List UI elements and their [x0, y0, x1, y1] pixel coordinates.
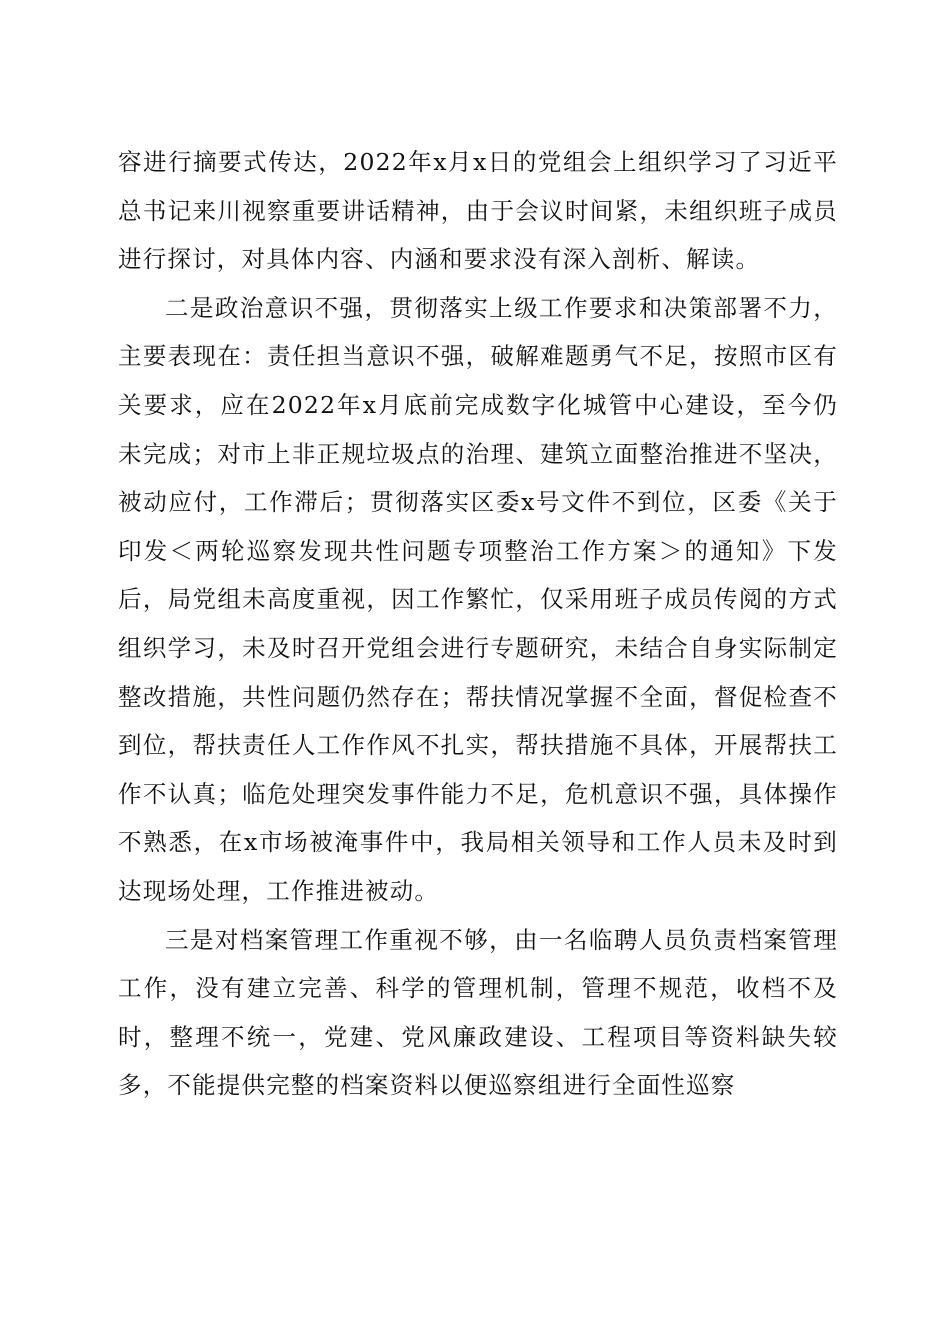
paragraph-continuation: 容进行摘要式传达，2022年x月x日的党组会上组织学习了习近平总书记来川视察重要讲话精神，由于会议时间紧，未组织班子成员进行探讨，对具体内容、内涵和要求没有深入剖析、解读。 [118, 148, 838, 274]
paragraph-point-two: 二是政治意识不强，贯彻落实上级工作要求和决策部署不力，主要表现在：责任担当意识不强，破解难题勇气不足，按照市区有关要求，应在2022年x月底前完成数字化城管中心建设，至今仍未完成；对市上非正规垃圾点的治理、建筑立面整治推进不坚决，被动应付，工作滞后；贯彻落实区委x号文件不到位，区委《关于印发＜两轮巡察发现共性问题专项整治工作方案＞的通知》下发后，局党组未高度重视，因工作繁忙，仅采用班子成员传阅的方式组织学习，未及时召开党组会进行专题研究，未结合自身实际制定整改措施，共性问题仍然存在；帮扶情况掌握不全面，督促检查不到位，帮扶责任人工作作风不扎实，帮扶措施不具体，开展帮扶工作不认真；临危处理突发事件能力不足，危机意识不强，具体操作不熟悉，在x市场被淹事件中，我局相关领导和工作人员未及时到达现场处理，工作推进被动。 [118, 293, 838, 905]
paragraph-point-three: 三是对档案管理工作重视不够，由一名临聘人员负责档案管理工作，没有建立完善、科学的管理机制，管理不规范，收档不及时，整理不统一，党建、党风廉政建设、工程项目等资料缺失较多，不能提供完整的档案资料以便巡察组进行全面性巡察 [118, 925, 838, 1100]
document-body [118, 138, 838, 1110]
